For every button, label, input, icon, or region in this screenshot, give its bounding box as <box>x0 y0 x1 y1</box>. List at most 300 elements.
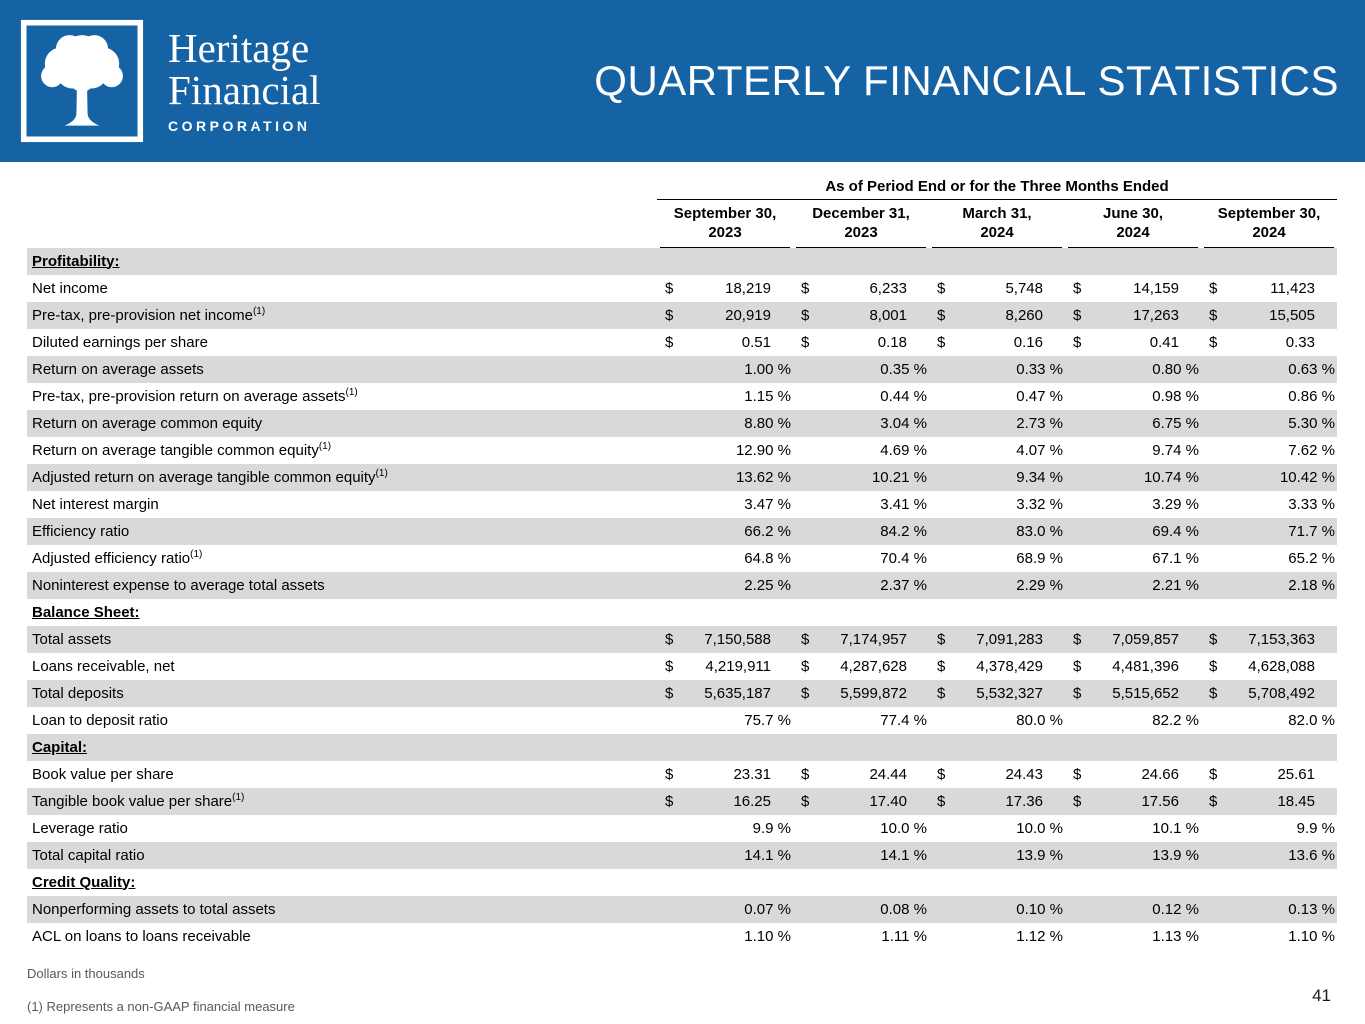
page-number: 41 <box>1312 986 1331 1005</box>
cell-value: 18,219 <box>725 279 771 297</box>
table-cell <box>1065 523 1201 540</box>
table-cell <box>793 712 929 729</box>
dollar-sign: $ <box>801 684 810 702</box>
column-header-line1: March 31, <box>962 205 1032 222</box>
column-header-line1: June 30, <box>1102 205 1164 222</box>
cell-value: 2.25 % <box>744 576 791 594</box>
table-cell <box>1201 523 1337 540</box>
dollar-sign: $ <box>1209 765 1218 783</box>
table-cell <box>793 577 929 594</box>
cell-value: 0.13 % <box>1288 900 1335 918</box>
dollar-sign: $ <box>1073 657 1082 675</box>
cell-value: 0.35 % <box>880 360 927 378</box>
table-cell <box>1065 496 1201 513</box>
column-header-line2: 2024 <box>1116 223 1150 241</box>
table-cell <box>1065 901 1201 918</box>
table-cell <box>793 631 929 648</box>
table-cell <box>1201 658 1337 675</box>
cell-value: 7,153,363 <box>1248 630 1315 648</box>
table-cell <box>793 415 929 432</box>
dollar-sign: $ <box>937 279 946 297</box>
cell-value: 13.62 % <box>735 468 791 486</box>
cell-value: 9.34 % <box>1016 468 1063 486</box>
table-cell <box>657 415 793 432</box>
cell-value: 23.31 <box>733 765 771 783</box>
table-row <box>27 491 1337 518</box>
cell-value: 8,001 <box>869 306 907 324</box>
logo-wordmark <box>168 24 321 135</box>
row-label: Profitability: <box>32 252 120 270</box>
cell-value: 10.0 % <box>1016 819 1063 837</box>
table-cell <box>657 847 793 864</box>
cell-value: 0.16 <box>1013 333 1043 351</box>
footnote-marker: (1) <box>190 549 203 560</box>
dollar-sign: $ <box>937 630 946 648</box>
cell-value: 0.44 % <box>880 387 927 405</box>
table-cell <box>1201 415 1337 432</box>
dollar-sign: $ <box>1073 279 1082 297</box>
cell-value: 7,091,283 <box>976 630 1043 648</box>
table-section-row <box>27 248 1337 275</box>
row-label: Loan to deposit ratio <box>32 711 168 729</box>
table-cell <box>1065 658 1201 675</box>
table-cell <box>657 388 793 405</box>
column-header-line2: 2024 <box>1252 223 1286 241</box>
cell-value: 1.00 % <box>744 360 791 378</box>
table-row <box>27 680 1337 707</box>
cell-value: 2.18 % <box>1288 576 1335 594</box>
table-cell <box>1201 361 1337 378</box>
table-cell <box>929 307 1065 324</box>
cell-value: 0.80 % <box>1152 360 1199 378</box>
cell-value: 0.51 <box>741 333 771 351</box>
row-label: Total deposits <box>32 684 124 702</box>
column-header-q3-2023 <box>660 200 790 248</box>
row-label: Return on average assets <box>32 360 204 378</box>
table-cell <box>929 766 1065 783</box>
table-cell <box>793 280 929 297</box>
column-header-q4-2023 <box>796 200 926 248</box>
row-label: ACL on loans to loans receivable <box>32 927 251 945</box>
cell-value: 13.9 % <box>1016 846 1063 864</box>
table-cell <box>1201 334 1337 351</box>
cell-value: 77.4 % <box>880 711 927 729</box>
dollar-sign: $ <box>937 306 946 324</box>
cell-value: 16.25 <box>733 792 771 810</box>
table-row <box>27 761 1337 788</box>
footnote-non-gaap: (1) Represents a non-GAAP financial measure <box>27 999 295 1014</box>
dollar-sign: $ <box>1209 792 1218 810</box>
row-label: Net interest margin <box>32 495 159 513</box>
dollar-sign: $ <box>665 684 674 702</box>
dollar-sign: $ <box>665 657 674 675</box>
table-cell <box>793 901 929 918</box>
row-label: Book value per share <box>32 765 174 783</box>
table-cell <box>793 442 929 459</box>
company-logo <box>20 18 321 144</box>
header-bar <box>0 0 1365 162</box>
dollar-sign: $ <box>801 333 810 351</box>
table-cell <box>929 685 1065 702</box>
dollar-sign: $ <box>937 657 946 675</box>
dollar-sign: $ <box>801 279 810 297</box>
table-cell <box>1201 577 1337 594</box>
table-row <box>27 788 1337 815</box>
table-cell <box>657 901 793 918</box>
cell-value: 7,059,857 <box>1112 630 1179 648</box>
table-cell <box>1065 334 1201 351</box>
table-row <box>27 896 1337 923</box>
cell-value: 9.9 % <box>752 819 791 837</box>
cell-value: 1.13 % <box>1152 927 1199 945</box>
table-cell <box>657 766 793 783</box>
cell-value: 69.4 % <box>1152 522 1199 540</box>
table-cell <box>793 361 929 378</box>
cell-value: 71.7 % <box>1288 522 1335 540</box>
cell-value: 64.8 % <box>744 549 791 567</box>
cell-value: 5.30 % <box>1288 414 1335 432</box>
dollar-sign: $ <box>1073 306 1082 324</box>
table-cell <box>1201 631 1337 648</box>
table-cell <box>1065 415 1201 432</box>
table-cell <box>929 577 1065 594</box>
table-section-row <box>27 599 1337 626</box>
cell-value: 14,159 <box>1133 279 1179 297</box>
table-cell <box>1201 685 1337 702</box>
table-row <box>27 410 1337 437</box>
cell-value: 68.9 % <box>1016 549 1063 567</box>
table-row <box>27 653 1337 680</box>
column-header-line2: 2024 <box>980 223 1014 241</box>
cell-value: 7.62 % <box>1288 441 1335 459</box>
cell-value: 80.0 % <box>1016 711 1063 729</box>
cell-value: 17.56 <box>1141 792 1179 810</box>
tree-icon <box>20 18 144 144</box>
table-row <box>27 329 1337 356</box>
table-cell <box>1065 469 1201 486</box>
column-header-line1: December 31, <box>812 205 910 222</box>
table-cell <box>929 469 1065 486</box>
cell-value: 4,628,088 <box>1248 657 1315 675</box>
cell-value: 0.47 % <box>1016 387 1063 405</box>
table-cell <box>1065 307 1201 324</box>
dollar-sign: $ <box>801 657 810 675</box>
table-cell <box>657 280 793 297</box>
cell-value: 3.47 % <box>744 495 791 513</box>
footnote-marker: (1) <box>318 441 332 452</box>
cell-value: 7,150,588 <box>704 630 771 648</box>
cell-value: 4,378,429 <box>976 657 1043 675</box>
cell-value: 2.29 % <box>1016 576 1063 594</box>
row-label: Tangible book value per share$^{(1)}$ <box>32 792 245 810</box>
table-cell <box>1065 550 1201 567</box>
page-title: QUARTERLY FINANCIAL STATISTICS <box>594 57 1339 104</box>
row-label: Return on average tangible common equity$^{(1)}$ <box>32 441 332 459</box>
table-cell <box>793 523 929 540</box>
cell-value: 1.12 % <box>1016 927 1063 945</box>
footnote-marker: (1) <box>252 306 266 317</box>
cell-value: 14.1 % <box>744 846 791 864</box>
dollar-sign: $ <box>1209 306 1218 324</box>
cell-value: 0.18 <box>877 333 907 351</box>
table-row <box>27 815 1337 842</box>
table-cell <box>657 334 793 351</box>
table-cell <box>1065 928 1201 945</box>
cell-value: 17.36 <box>1005 792 1043 810</box>
table-row <box>27 356 1337 383</box>
cell-value: 24.66 <box>1141 765 1179 783</box>
table-cell <box>793 793 929 810</box>
cell-value: 6.75 % <box>1152 414 1199 432</box>
table-row <box>27 302 1337 329</box>
table-cell <box>1201 820 1337 837</box>
table-row <box>27 626 1337 653</box>
dollar-sign: $ <box>801 306 810 324</box>
cell-value: 0.10 % <box>1016 900 1063 918</box>
cell-value: 9.74 % <box>1152 441 1199 459</box>
table-row <box>27 923 1337 950</box>
table-cell <box>793 550 929 567</box>
table-cell <box>1201 496 1337 513</box>
table-cell <box>657 577 793 594</box>
table-row <box>27 437 1337 464</box>
dollar-sign: $ <box>1073 333 1082 351</box>
cell-value: 0.41 <box>1149 333 1179 351</box>
table-cell <box>929 442 1065 459</box>
table-cell <box>793 766 929 783</box>
cell-value: 4,287,628 <box>840 657 907 675</box>
cell-value: 5,748 <box>1005 279 1043 297</box>
period-span-header: As of Period End or for the Three Months Ended <box>657 178 1337 200</box>
cell-value: 3.32 % <box>1016 495 1063 513</box>
cell-value: 65.2 % <box>1288 549 1335 567</box>
dollar-sign: $ <box>1073 684 1082 702</box>
cell-value: 7,174,957 <box>840 630 907 648</box>
cell-value: 5,532,327 <box>976 684 1043 702</box>
cell-value: 15,505 <box>1269 306 1315 324</box>
table-cell <box>929 280 1065 297</box>
cell-value: 70.4 % <box>880 549 927 567</box>
row-label: Leverage ratio <box>32 819 128 837</box>
row-label: Capital: <box>32 738 88 756</box>
table-cell <box>793 307 929 324</box>
label-column-spacer <box>27 178 657 248</box>
table-cell <box>1065 577 1201 594</box>
dollar-sign: $ <box>1209 333 1218 351</box>
cell-value: 14.1 % <box>880 846 927 864</box>
cell-value: 67.1 % <box>1152 549 1199 567</box>
table-cell <box>1201 847 1337 864</box>
dollar-sign: $ <box>1073 792 1082 810</box>
row-label: Diluted earnings per share <box>32 333 208 351</box>
table-cell <box>1201 280 1337 297</box>
table-cell <box>929 361 1065 378</box>
row-label: Return on average common equity <box>32 414 263 432</box>
table-cell <box>929 658 1065 675</box>
column-header-line2: 2023 <box>708 223 742 241</box>
table-cell <box>657 658 793 675</box>
table-cell <box>1065 766 1201 783</box>
dollar-sign: $ <box>937 684 946 702</box>
table-cell <box>657 442 793 459</box>
dollar-sign: $ <box>665 333 674 351</box>
row-label: Total capital ratio <box>32 846 145 864</box>
cell-value: 0.63 % <box>1288 360 1335 378</box>
footnote-marker: (1) <box>375 468 388 479</box>
row-label: Adjusted return on average tangible common equity$^{(1)}$ <box>32 468 388 486</box>
dollar-sign: $ <box>665 792 674 810</box>
cell-value: 8.80 % <box>744 414 791 432</box>
cell-value: 4.07 % <box>1016 441 1063 459</box>
cell-value: 1.11 % <box>881 927 927 945</box>
table-cell <box>657 523 793 540</box>
cell-value: 17.40 <box>869 792 907 810</box>
footnote-dollars: Dollars in thousands <box>27 966 145 981</box>
dollar-sign: $ <box>937 333 946 351</box>
cell-value: 3.41 % <box>880 495 927 513</box>
table-cell <box>929 631 1065 648</box>
table-cell <box>1201 928 1337 945</box>
table-cell <box>657 820 793 837</box>
cell-value: 0.98 % <box>1152 387 1199 405</box>
cell-value: 0.33 % <box>1016 360 1063 378</box>
cell-value: 10.1 % <box>1152 819 1199 837</box>
cell-value: 1.10 % <box>1288 927 1335 945</box>
table-body <box>27 248 1337 950</box>
table-cell <box>657 712 793 729</box>
logo-word-financial: Financial <box>168 66 321 113</box>
cell-value: 2.21 % <box>1152 576 1199 594</box>
dollar-sign: $ <box>937 792 946 810</box>
table-cell <box>929 928 1065 945</box>
table-cell <box>1201 712 1337 729</box>
table-cell <box>793 496 929 513</box>
table-row <box>27 518 1337 545</box>
column-headers-row <box>657 200 1337 248</box>
cell-value: 0.12 % <box>1152 900 1199 918</box>
table-cell <box>1065 685 1201 702</box>
table-cell <box>929 388 1065 405</box>
cell-value: 24.43 <box>1005 765 1043 783</box>
table-cell <box>657 361 793 378</box>
column-header-line2: 2023 <box>844 223 878 241</box>
table-cell <box>929 550 1065 567</box>
table-cell <box>1201 550 1337 567</box>
table-cell <box>1065 712 1201 729</box>
cell-value: 0.07 % <box>744 900 791 918</box>
table-cell <box>657 307 793 324</box>
cell-value: 6,233 <box>869 279 907 297</box>
row-label: Nonperforming assets to total assets <box>32 900 276 918</box>
cell-value: 3.29 % <box>1152 495 1199 513</box>
cell-value: 13.6 % <box>1288 846 1335 864</box>
table-cell <box>657 469 793 486</box>
table-cell <box>1065 442 1201 459</box>
table-cell <box>1201 793 1337 810</box>
table-cell <box>1201 901 1337 918</box>
cell-value: 0.33 <box>1285 333 1315 351</box>
cell-value: 24.44 <box>869 765 907 783</box>
dollar-sign: $ <box>665 279 674 297</box>
table-cell <box>793 658 929 675</box>
table-header <box>27 178 1337 248</box>
table-row <box>27 275 1337 302</box>
dollar-sign: $ <box>801 792 810 810</box>
row-label: Adjusted efficiency ratio$^{(1)}$ <box>32 549 203 567</box>
dollar-sign: $ <box>1209 630 1218 648</box>
cell-value: 5,708,492 <box>1248 684 1315 702</box>
table-cell <box>929 415 1065 432</box>
table-cell <box>1065 820 1201 837</box>
dollar-sign: $ <box>1209 657 1218 675</box>
cell-value: 11,423 <box>1270 279 1315 297</box>
cell-value: 3.33 % <box>1288 495 1335 513</box>
cell-value: 82.2 % <box>1152 711 1199 729</box>
column-header-q1-2024 <box>932 200 1062 248</box>
dollar-sign: $ <box>1073 630 1082 648</box>
table-cell <box>1065 280 1201 297</box>
table-row <box>27 707 1337 734</box>
cell-value: 4,219,911 <box>705 657 771 675</box>
row-label: Total assets <box>32 630 112 648</box>
cell-value: 3.04 % <box>880 414 927 432</box>
table-cell <box>929 847 1065 864</box>
table-cell <box>929 901 1065 918</box>
cell-value: 2.73 % <box>1016 414 1063 432</box>
table-cell <box>1201 469 1337 486</box>
table-row <box>27 545 1337 572</box>
table-cell <box>929 793 1065 810</box>
table-cell <box>1065 361 1201 378</box>
column-header-line1: September 30, <box>1217 205 1321 222</box>
cell-value: 12.90 % <box>735 441 791 459</box>
footnote-marker: (1) <box>232 792 245 803</box>
cell-value: 10.21 % <box>871 468 927 486</box>
row-label: Credit Quality: <box>32 873 136 891</box>
table-cell <box>793 469 929 486</box>
table-cell <box>929 496 1065 513</box>
table-cell <box>657 928 793 945</box>
row-label: Pre-tax, pre-provision return on average assets$^{(1)}$ <box>32 387 358 405</box>
table-cell <box>1065 631 1201 648</box>
cell-value: 4,481,396 <box>1112 657 1179 675</box>
cell-value: 0.08 % <box>880 900 927 918</box>
table-row <box>27 842 1337 869</box>
table-cell <box>793 388 929 405</box>
table-cell <box>657 685 793 702</box>
table-cell <box>657 793 793 810</box>
table-cell <box>1201 442 1337 459</box>
cell-value: 66.2 % <box>744 522 791 540</box>
column-header-line1: September 30, <box>673 205 777 222</box>
dollar-sign: $ <box>801 765 810 783</box>
table-cell <box>929 523 1065 540</box>
table-cell <box>1201 388 1337 405</box>
cell-value: 0.86 % <box>1288 387 1335 405</box>
column-header-q3-2024 <box>1204 200 1334 248</box>
table-cell <box>657 631 793 648</box>
table-cell <box>793 847 929 864</box>
dollar-sign: $ <box>665 765 674 783</box>
dollar-sign: $ <box>937 765 946 783</box>
table-cell <box>793 928 929 945</box>
row-label: Loans receivable, net <box>32 657 175 675</box>
cell-value: 1.15 % <box>744 387 791 405</box>
row-label: Efficiency ratio <box>32 522 130 540</box>
dollar-sign: $ <box>665 306 674 324</box>
row-label: Balance Sheet: <box>32 603 140 621</box>
row-label: Pre-tax, pre-provision net income$^{(1)}$ <box>32 306 266 324</box>
